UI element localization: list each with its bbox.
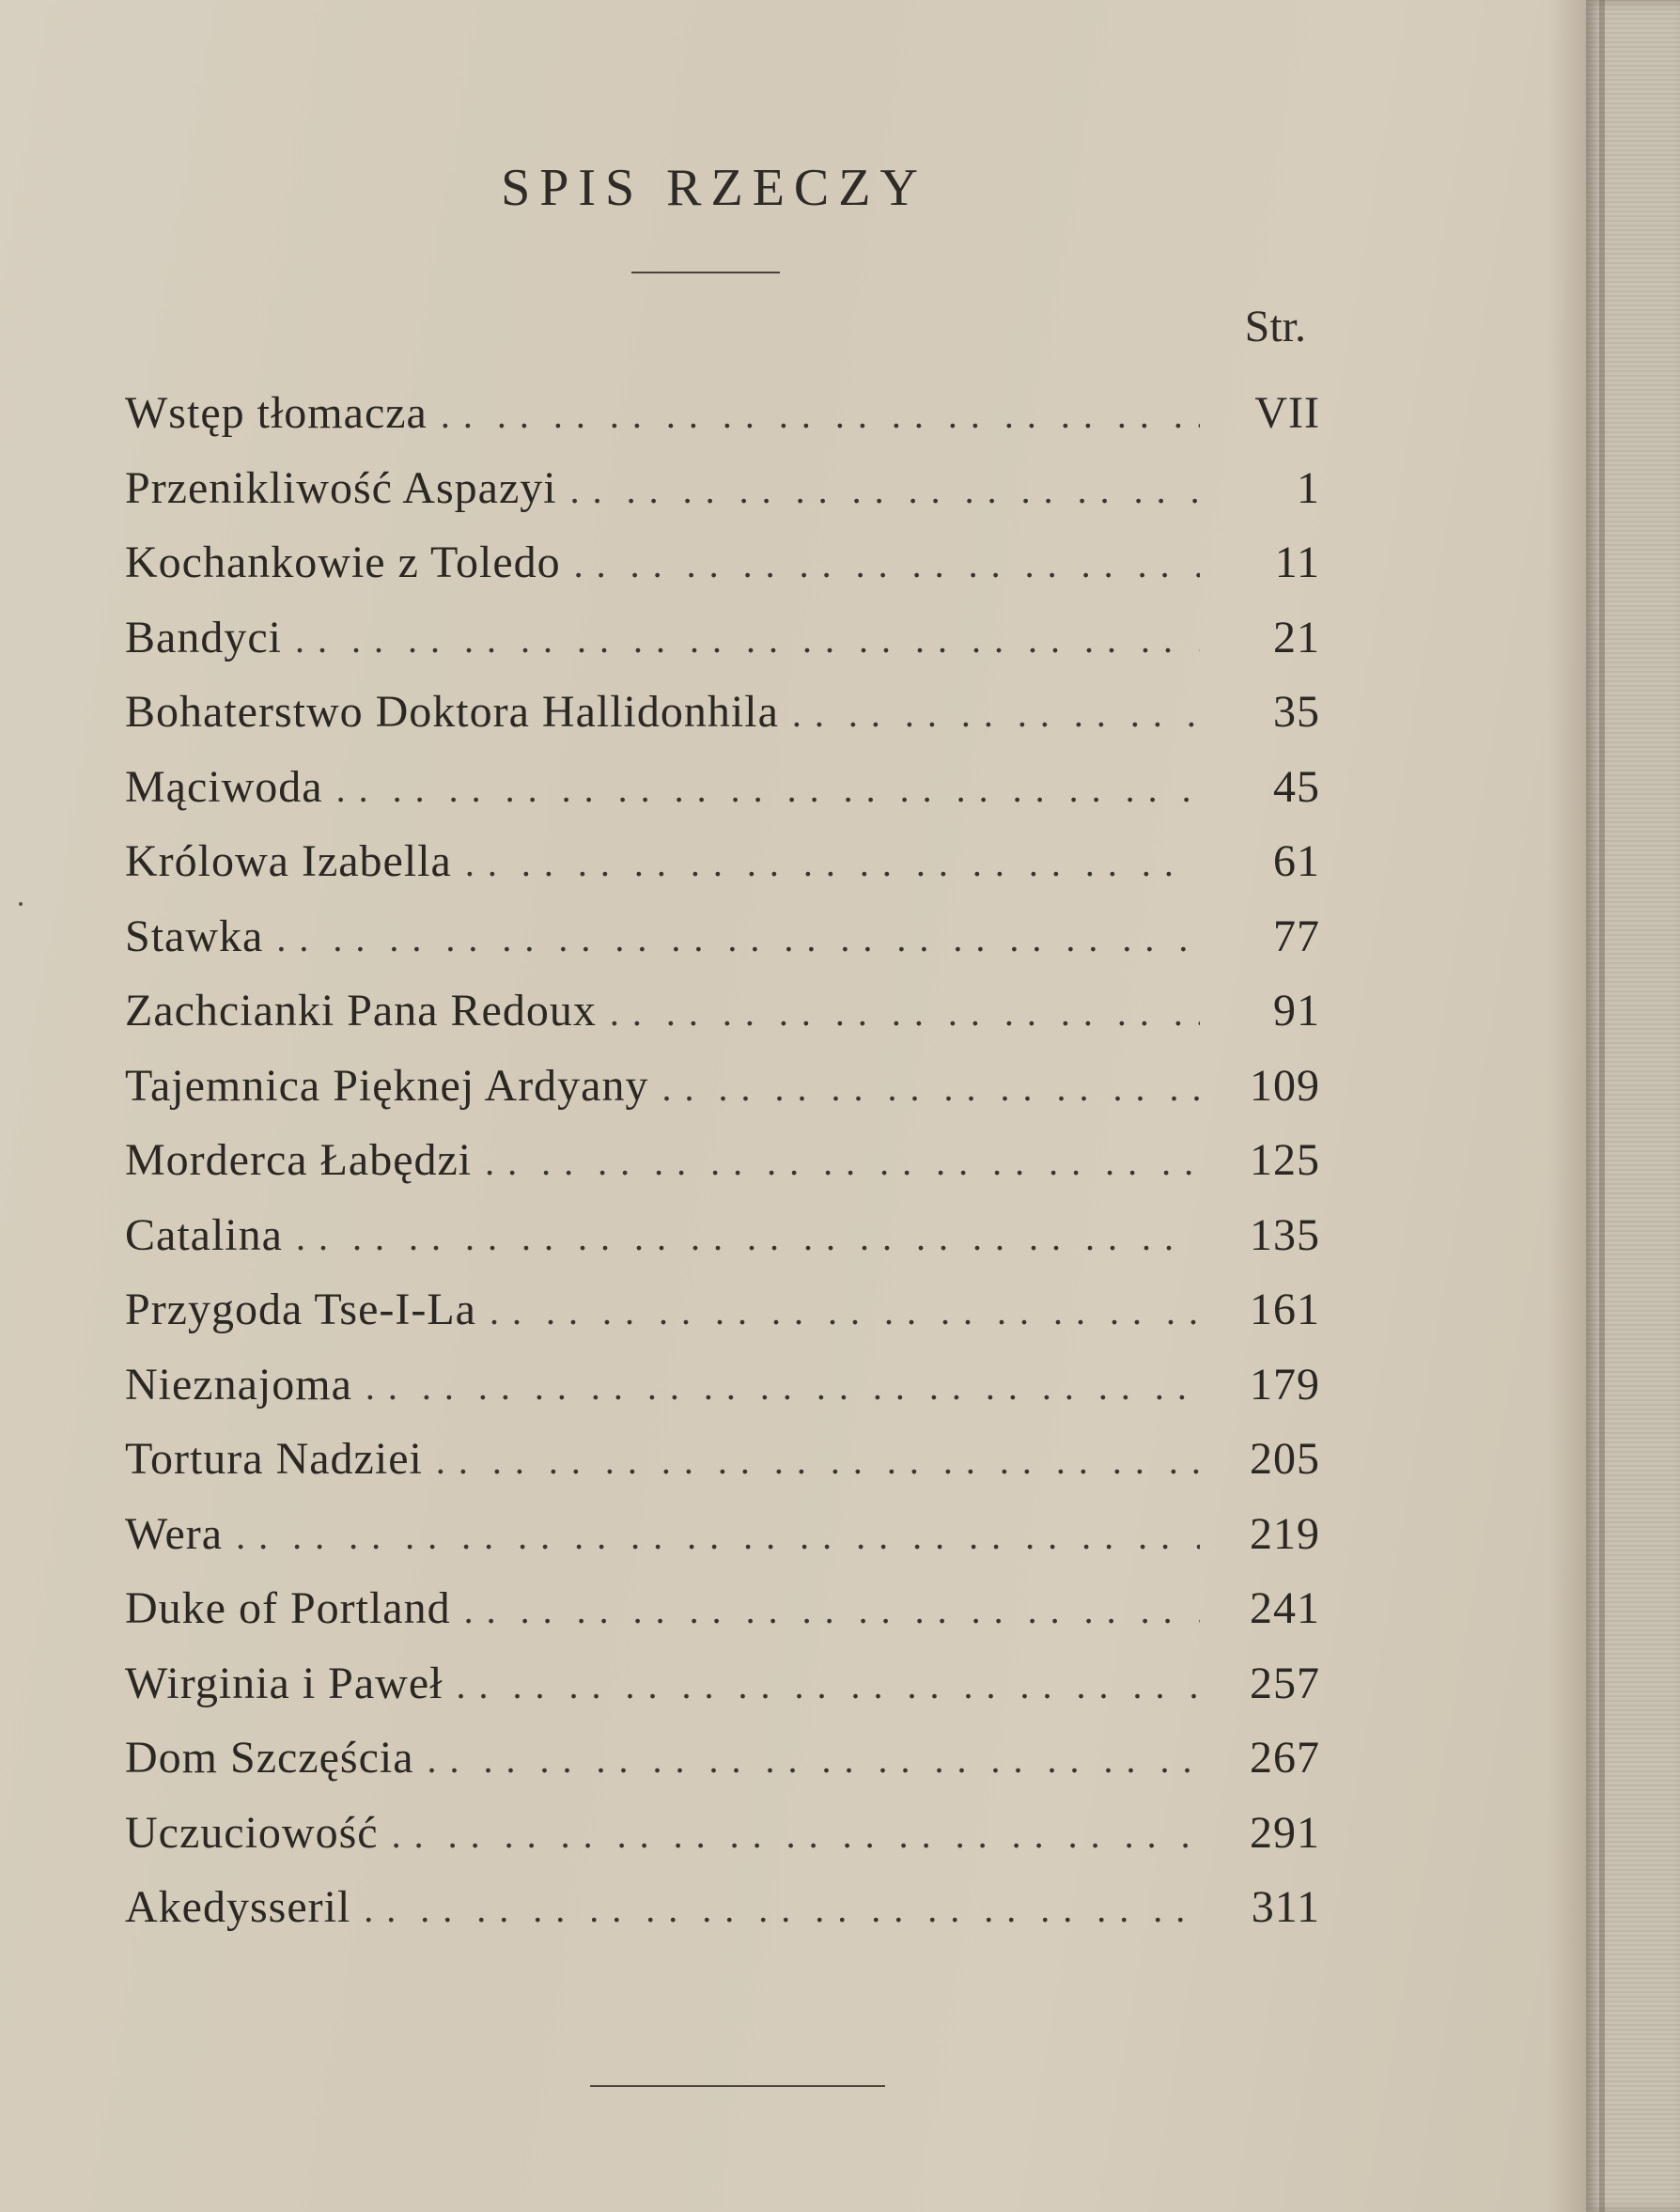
dot-leader xyxy=(610,990,1200,1035)
paper-speck xyxy=(19,902,23,906)
entry-title: Duke of Portland xyxy=(125,1583,451,1633)
entry-title: Bohaterstwo Doktora Hallidonhila xyxy=(125,687,779,737)
toc-entry xyxy=(125,1433,1320,1508)
entry-page-number: 45 xyxy=(1273,761,1320,812)
dot-leader xyxy=(336,767,1200,811)
dot-leader xyxy=(465,841,1200,885)
entry-title: Przenikliwość Aspazyi xyxy=(125,462,557,513)
entry-page-number: 109 xyxy=(1250,1060,1320,1111)
page-column-header: Str. xyxy=(1244,302,1306,351)
entry-page-number: 91 xyxy=(1273,986,1320,1036)
entry-page-number: 179 xyxy=(1250,1359,1320,1410)
dot-leader xyxy=(661,1066,1200,1110)
toc-entry xyxy=(125,1508,1320,1583)
dot-leader xyxy=(364,1887,1200,1931)
toc-entry xyxy=(125,686,1320,761)
dot-leader xyxy=(296,1215,1200,1259)
toc-entry xyxy=(125,1582,1320,1658)
closing-rule xyxy=(590,2085,885,2087)
entry-title: Wirginia i Paweł xyxy=(125,1658,443,1708)
dot-leader xyxy=(436,1439,1200,1483)
dot-leader xyxy=(276,916,1200,960)
dot-leader xyxy=(295,617,1200,662)
dot-leader xyxy=(485,1140,1200,1184)
entry-title: Catalina xyxy=(125,1209,283,1260)
dot-leader xyxy=(392,1813,1200,1857)
entry-page-number: 311 xyxy=(1251,1882,1320,1932)
entry-title: Nieznajoma xyxy=(125,1359,352,1410)
entry-page-number: 291 xyxy=(1250,1807,1320,1858)
entry-title: Wstęp tłomacza xyxy=(125,388,428,438)
entry-title: Stawka xyxy=(125,911,264,961)
toc-entry xyxy=(125,835,1320,911)
toc-entry xyxy=(125,1359,1320,1434)
entry-page-number: 61 xyxy=(1273,836,1320,886)
entry-title: Tajemnica Pięknej Ardyany xyxy=(125,1060,649,1111)
entry-title: Tortura Nadziei xyxy=(125,1434,423,1484)
toc-entry xyxy=(125,1658,1320,1733)
book-binding xyxy=(1586,0,1680,2212)
entry-title: Wera xyxy=(125,1508,224,1559)
entry-page-number: 161 xyxy=(1250,1285,1320,1334)
table-of-contents xyxy=(125,387,1320,1956)
toc-entry xyxy=(125,612,1320,687)
dot-leader xyxy=(428,1737,1200,1782)
entry-title: Dom Szczęścia xyxy=(125,1733,414,1783)
dot-leader xyxy=(236,1514,1200,1558)
toc-entry xyxy=(125,387,1320,462)
entry-title: Bandyci xyxy=(125,612,282,662)
toc-entry xyxy=(125,1732,1320,1807)
entry-page-number: 11 xyxy=(1274,537,1320,587)
entry-page-number: 219 xyxy=(1250,1508,1320,1559)
dot-leader xyxy=(490,1289,1200,1333)
toc-entry xyxy=(125,537,1320,612)
entry-title: Zachcianki Pana Redoux xyxy=(125,986,597,1036)
entry-page-number: 125 xyxy=(1250,1135,1320,1185)
toc-entry xyxy=(125,1060,1320,1135)
entry-title: Mąciwoda xyxy=(125,761,323,812)
entry-page-number: 1 xyxy=(1297,462,1320,513)
entry-title: Przygoda Tse-I-La xyxy=(125,1285,476,1334)
page-title: SPIS RZECZY xyxy=(501,159,927,217)
toc-entry xyxy=(125,985,1320,1060)
toc-entry xyxy=(125,1881,1320,1956)
entry-title: Kochankowie z Toledo xyxy=(125,537,561,587)
entry-title: Uczuciowość xyxy=(125,1807,379,1858)
toc-entry xyxy=(125,1284,1320,1359)
entry-page-number: 21 xyxy=(1273,612,1320,662)
entry-page-number: 267 xyxy=(1250,1733,1320,1783)
toc-entry xyxy=(125,1807,1320,1882)
dot-leader xyxy=(574,542,1200,586)
entry-page-number: 77 xyxy=(1273,911,1320,961)
toc-entry xyxy=(125,761,1320,836)
dot-leader xyxy=(464,1588,1200,1632)
entry-page-number: 205 xyxy=(1250,1434,1320,1484)
toc-entry xyxy=(125,1209,1320,1285)
entry-page-number: 241 xyxy=(1250,1583,1320,1633)
toc-entry xyxy=(125,1134,1320,1209)
entry-title: Królowa Izabella xyxy=(125,836,452,886)
toc-entry xyxy=(125,911,1320,986)
toc-entry xyxy=(125,462,1320,537)
entry-title: Morderca Łabędzi xyxy=(125,1135,473,1185)
entry-page-number: VII xyxy=(1254,388,1320,438)
entry-page-number: 35 xyxy=(1273,687,1320,737)
entry-title: Akedysseril xyxy=(125,1882,351,1932)
dot-leader xyxy=(792,692,1200,736)
dot-leader xyxy=(441,393,1200,437)
dot-leader xyxy=(366,1364,1200,1409)
title-rule xyxy=(631,272,780,273)
dot-leader xyxy=(570,468,1200,512)
entry-page-number: 257 xyxy=(1250,1658,1320,1708)
entry-page-number: 135 xyxy=(1250,1209,1320,1260)
dot-leader xyxy=(456,1663,1200,1707)
